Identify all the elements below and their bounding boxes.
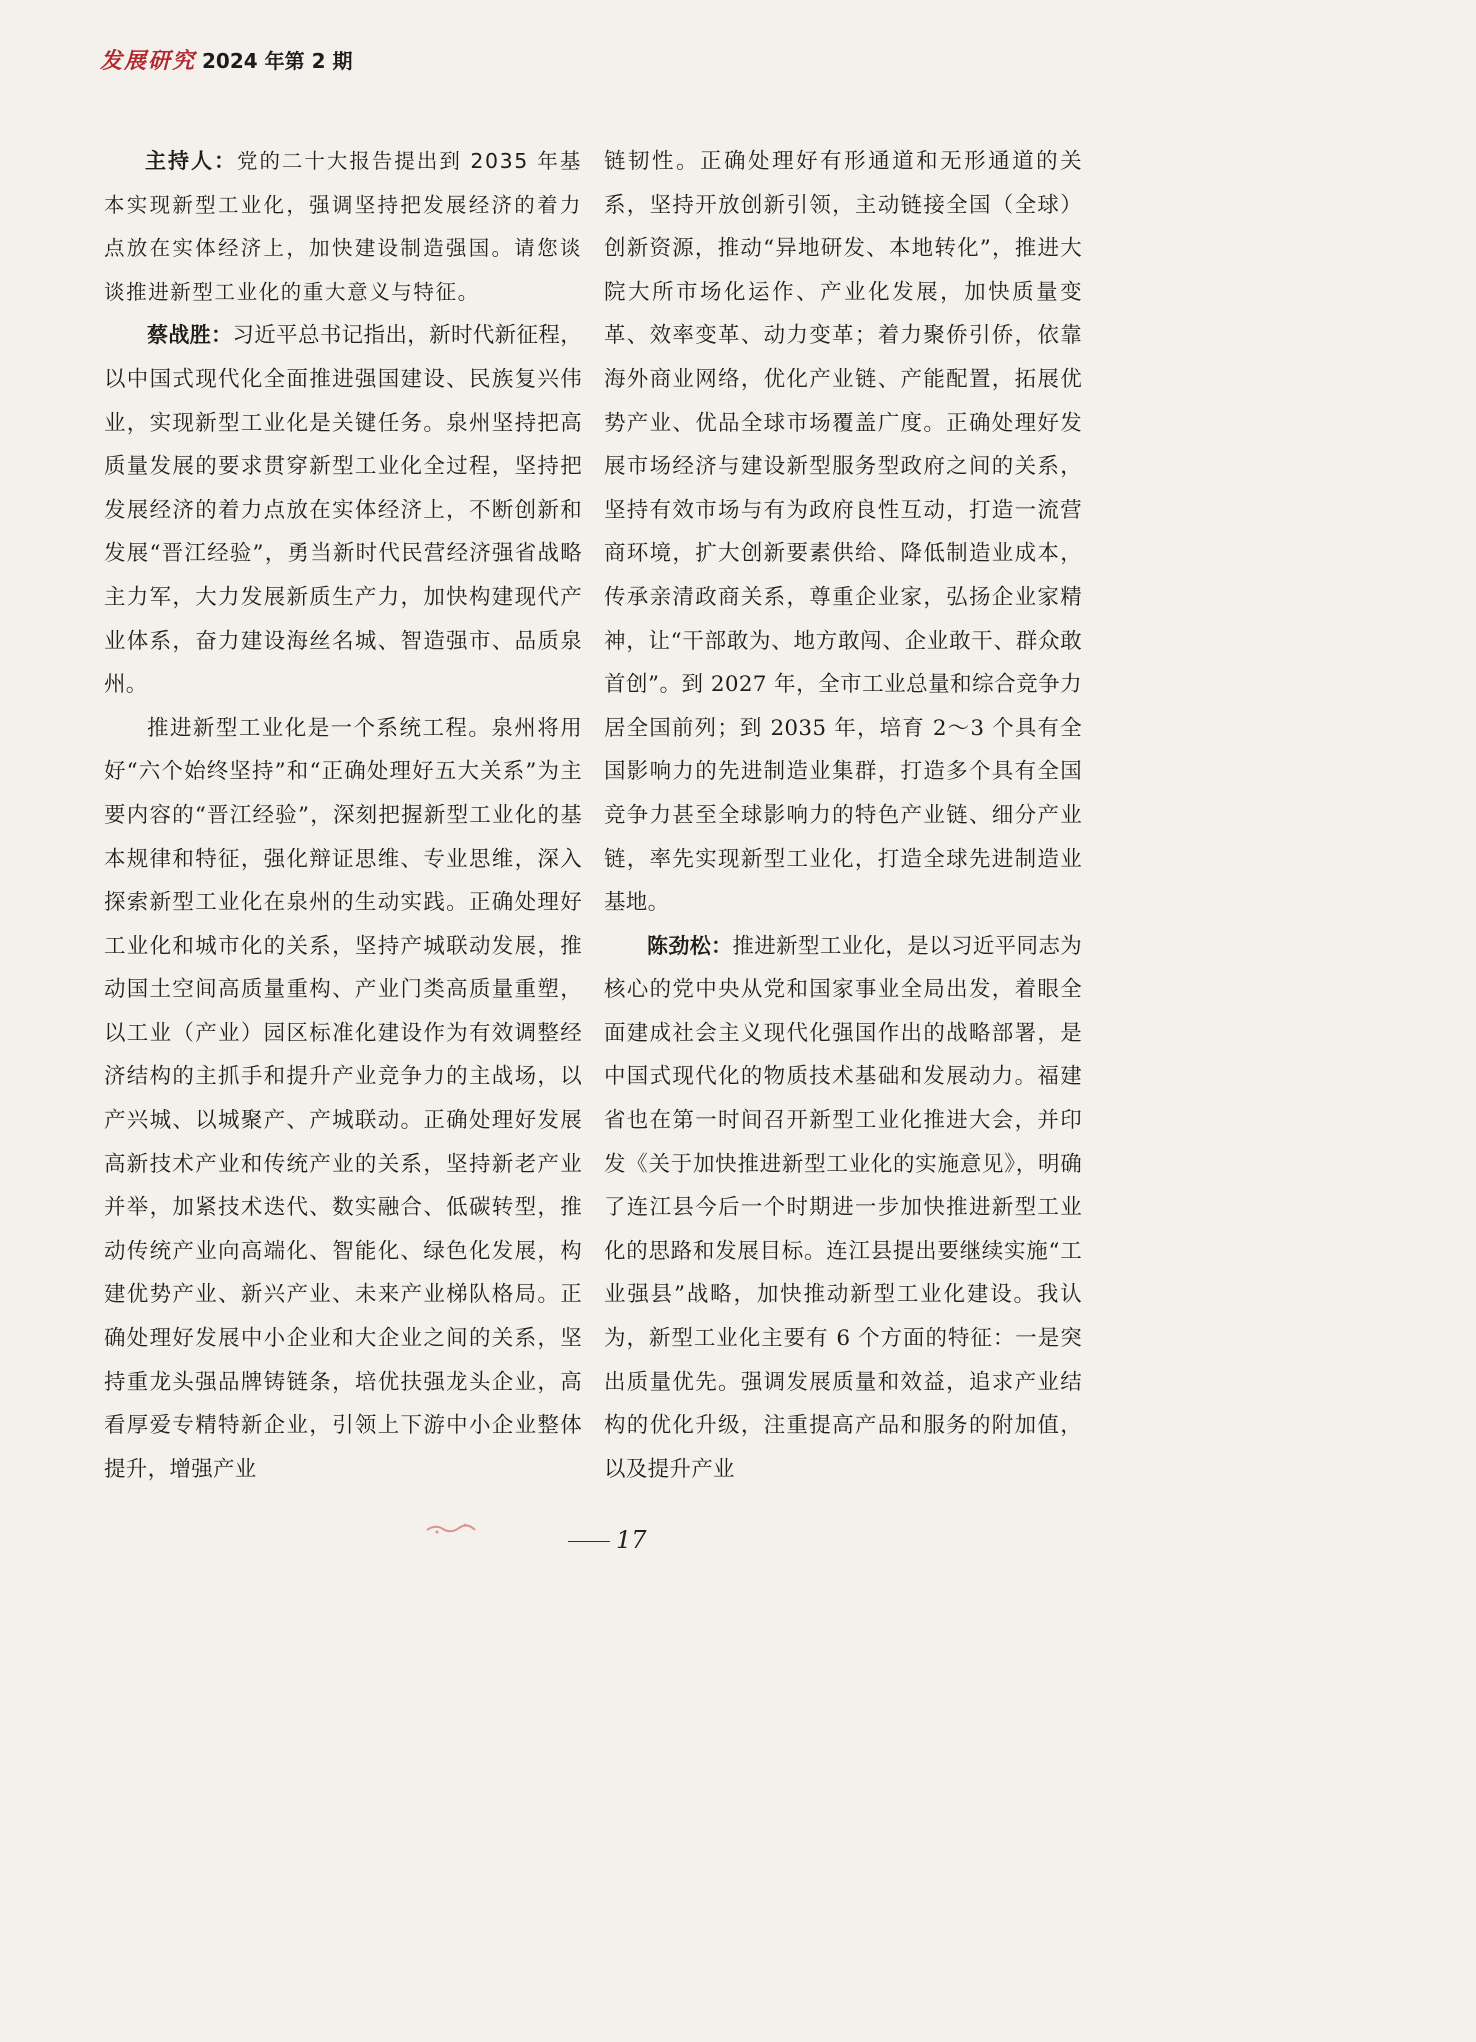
right-column <box>604 140 1082 1491</box>
cai-paragraph-2-continued: 链韧性。正确处理好有形通道和无形通道的关系，坚持开放创新引领，主动链接全国（全球）创新资源，推动“异地研发、本地转化”，推进大院大所市场化运作、产业化发展，加快质量变革、效率变革、动力变革；着力聚侨引侨，依靠海外商业网络，优化产业链、产能配置，拓展优势产业、优品全球市场覆盖广度。正确处理好发展市场经济与建设新型服务型政府之间的关系，坚持有效市场与有为政府良性互动，打造一流营商环境，扩大创新要素供给、降低制造业成本，传承亲清政商关系，尊重企业家，弘扬企业家精神，让“干部敢为、地方敢闯、企业敢干、群众敢首创”。到 2027 年，全市工业总量和综合竞争力居全国前列；到 2035 年，培育 2～3 个具有全国影响力的先进制造业集群，打造多个具有全国竞争力甚至全球影响力的特色产业链、细分产业链，率先实现新型工业化，打造全球先进制造业基地。 <box>604 149 1082 916</box>
cai-paragraph-1 <box>104 314 582 706</box>
host-paragraph <box>104 140 582 314</box>
host-speaker-label: 主持人： <box>145 149 237 173</box>
cai-speaker-label: 蔡战胜： <box>147 323 233 348</box>
ink-smudge-icon <box>425 1520 477 1536</box>
issue-info: 2024 年第 2 期 <box>202 49 353 73</box>
page-number <box>568 1526 647 1554</box>
cai-paragraph-1-text: 习近平总书记指出，新时代新征程，以中国式现代化全面推进强国建设、民族复兴伟业，实现新型工业化是关键任务。泉州坚持把高质量发展的要求贯穿新型工业化全过程，坚持把发展经济的着力点放在实体经济上，不断创新和发展“晋江经验”，勇当新时代民营经济强省战略主力军，大力发展新质生产力，加快构建现代产业体系，奋力建设海丝名城、智造强市、品质泉州。 <box>104 323 583 698</box>
left-column <box>104 140 582 1491</box>
chen-paragraph-text: 推进新型工业化，是以习近平同志为核心的党中央从党和国家事业全局出发，着眼全面建成社会主义现代化强国作出的战略部署，是中国式现代化的物质技术基础和发展动力。福建省也在第一时间召开新型工业化推进大会，并印发《关于加快推进新型工业化的实施意见》，明确了连江县今后一个时期进一步加快推进新型工业化的思路和发展目标。连江县提出要继续实施“工业强县”战略，加快推动新型工业化建设。我认为，新型工业化主要有 6 个方面的特征：一是突出质量优先。强调发展质量和效益，追求产业结构的优化升级，注重提高产品和服务的附加值，以及提升产业 <box>604 933 1083 1482</box>
chen-speaker-label: 陈劲松： <box>647 933 733 958</box>
page-number-value: 17 <box>616 1526 647 1554</box>
page-header <box>100 46 352 76</box>
cai-paragraph-2: 推进新型工业化是一个系统工程。泉州将用好“六个始终坚持”和“正确处理好五大关系”为主要内容的“晋江经验”，深刻把握新型工业化的基本规律和特征，强化辩证思维、专业思维，深入探索新型工业化在泉州的生动实践。正确处理好工业化和城市化的关系，坚持产城联动发展，推动国土空间高质量重构、产业门类高质量重塑，以工业（产业）园区标准化建设作为有效调整经济结构的主抓手和提升产业竞争力的主战场，以产兴城、以城聚产、产城联动。正确处理好发展高新技术产业和传统产业的关系，坚持新老产业并举，加紧技术迭代、数实融合、低碳转型，推动传统产业向高端化、智能化、绿色化发展，构建优势产业、新兴产业、未来产业梯队格局。正确处理好发展中小企业和大企业之间的关系，坚持重龙头强品牌铸链条，培优扶强龙头企业，高看厚爱专精特新企业，引领上下游中小企业整体提升，增强产业 <box>104 715 582 1482</box>
journal-name: 发展研究 <box>100 48 197 74</box>
page-number-dash <box>568 1541 610 1543</box>
chen-paragraph <box>604 925 1082 1492</box>
host-question-text: 党的二十大报告提出到 2035 年基本实现新型工业化，强调坚持把发展经济的着力点放在实体经济上，加快建设制造强国。请您谈谈推进新型工业化的重大意义与特征。 <box>104 149 582 304</box>
